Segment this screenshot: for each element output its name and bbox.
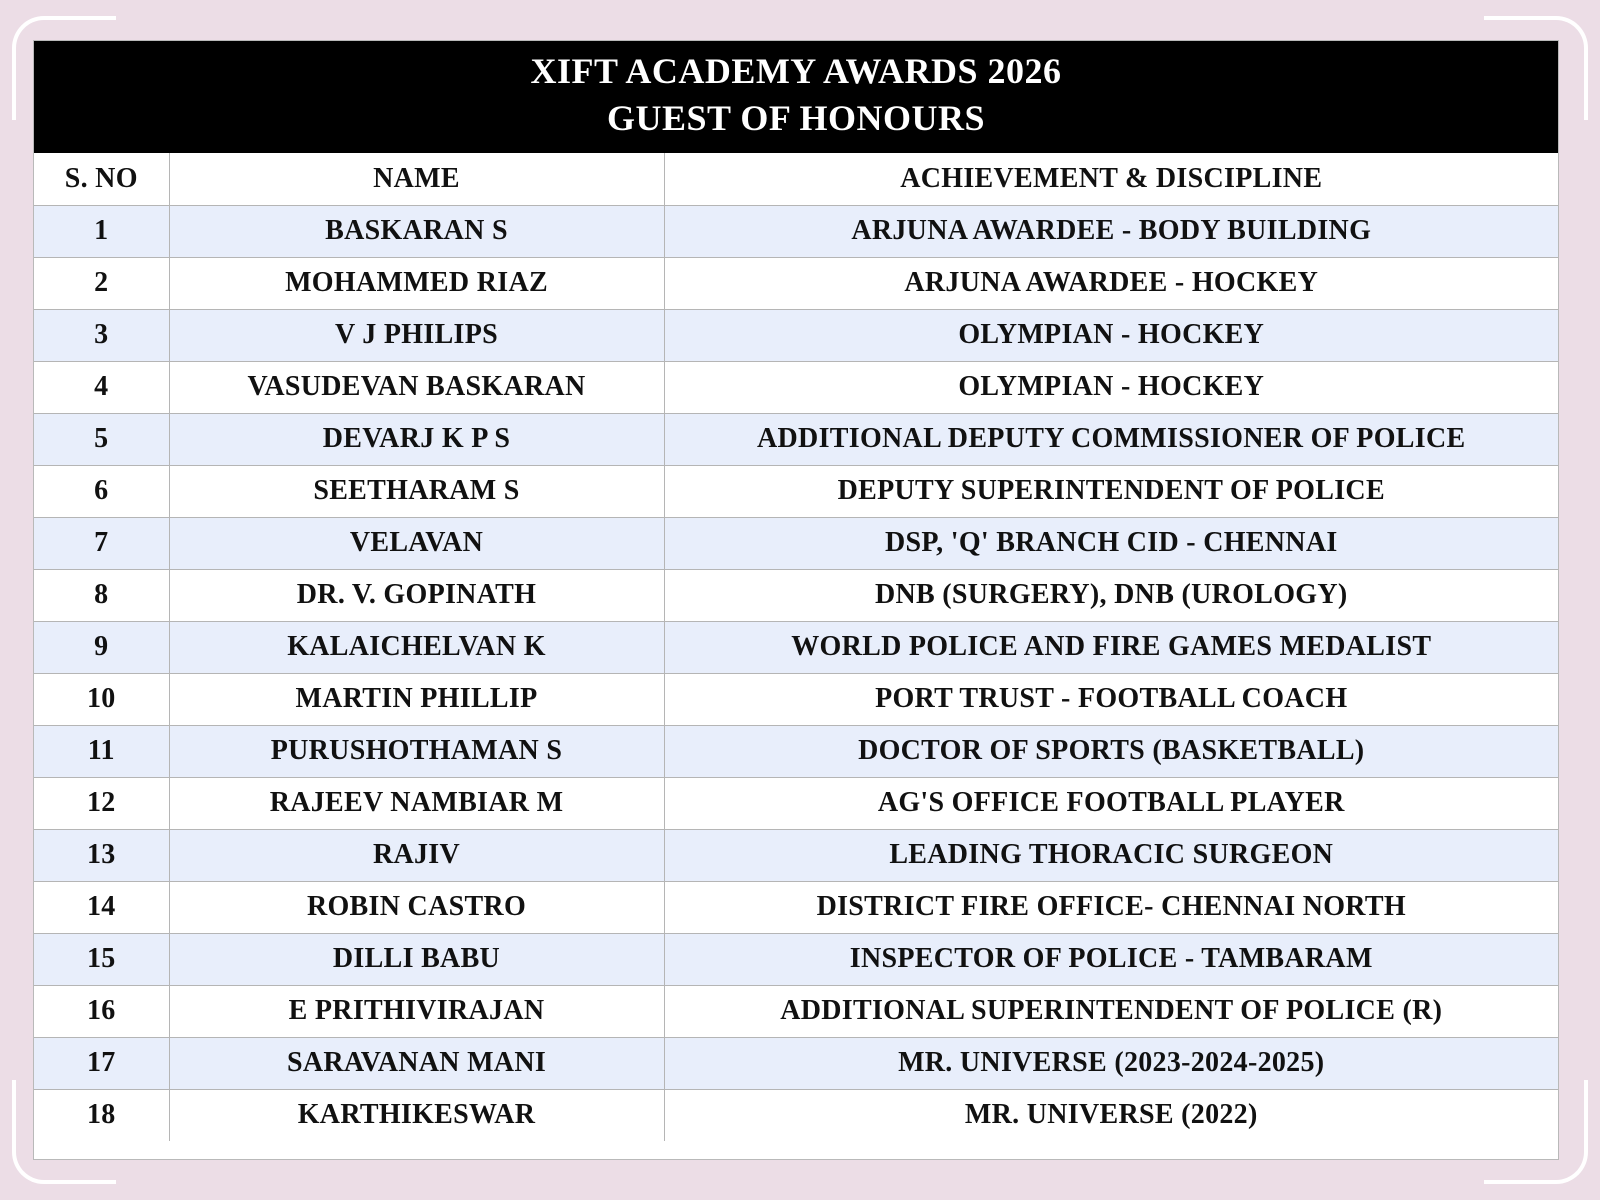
- cell-achievement: WORLD POLICE AND FIRE GAMES MEDALIST: [664, 621, 1558, 673]
- cell-name: E PRITHIVIRAJAN: [169, 985, 664, 1037]
- table-row: [34, 361, 1558, 413]
- cell-name: VELAVAN: [169, 517, 664, 569]
- cell-sno: 18: [34, 1089, 169, 1141]
- table-row: [34, 777, 1558, 829]
- table-row: [34, 205, 1558, 257]
- cell-sno: 15: [34, 933, 169, 985]
- table-header-row: [34, 153, 1558, 205]
- cell-name: V J PHILIPS: [169, 309, 664, 361]
- cell-name: DILLI BABU: [169, 933, 664, 985]
- cell-name: SARAVANAN MANI: [169, 1037, 664, 1089]
- cell-name: RAJIV: [169, 829, 664, 881]
- cell-sno: 16: [34, 985, 169, 1037]
- table-row: [34, 413, 1558, 465]
- cell-achievement: PORT TRUST - FOOTBALL COACH: [664, 673, 1558, 725]
- cell-sno: 10: [34, 673, 169, 725]
- cell-achievement: OLYMPIAN - HOCKEY: [664, 361, 1558, 413]
- cell-sno: 9: [34, 621, 169, 673]
- table-row: [34, 1089, 1558, 1141]
- table-row: [34, 881, 1558, 933]
- cell-name: KALAICHELVAN K: [169, 621, 664, 673]
- table-row: [34, 829, 1558, 881]
- header-achievement: ACHIEVEMENT & DISCIPLINE: [664, 153, 1558, 205]
- table-row: [34, 257, 1558, 309]
- cell-sno: 12: [34, 777, 169, 829]
- cell-name: VASUDEVAN BASKARAN: [169, 361, 664, 413]
- table-row: [34, 725, 1558, 777]
- table-row: [34, 569, 1558, 621]
- cell-sno: 13: [34, 829, 169, 881]
- cell-name: DEVARJ K P S: [169, 413, 664, 465]
- cell-name: MOHAMMED RIAZ: [169, 257, 664, 309]
- table-row: [34, 933, 1558, 985]
- cell-achievement: DNB (SURGERY), DNB (UROLOGY): [664, 569, 1558, 621]
- cell-achievement: ADDITIONAL DEPUTY COMMISSIONER OF POLICE: [664, 413, 1558, 465]
- cell-name: ROBIN CASTRO: [169, 881, 664, 933]
- cell-sno: 5: [34, 413, 169, 465]
- table-row: [34, 1037, 1558, 1089]
- cell-achievement: DISTRICT FIRE OFFICE- CHENNAI NORTH: [664, 881, 1558, 933]
- cell-achievement: DOCTOR OF SPORTS (BASKETBALL): [664, 725, 1558, 777]
- cell-achievement: AG'S OFFICE FOOTBALL PLAYER: [664, 777, 1558, 829]
- table-row: [34, 985, 1558, 1037]
- cell-name: SEETHARAM S: [169, 465, 664, 517]
- cell-name: KARTHIKESWAR: [169, 1089, 664, 1141]
- cell-achievement: ARJUNA AWARDEE - HOCKEY: [664, 257, 1558, 309]
- cell-achievement: OLYMPIAN - HOCKEY: [664, 309, 1558, 361]
- cell-sno: 11: [34, 725, 169, 777]
- cell-achievement: LEADING THORACIC SURGEON: [664, 829, 1558, 881]
- cell-achievement: ADDITIONAL SUPERINTENDENT OF POLICE (R): [664, 985, 1558, 1037]
- cell-sno: 8: [34, 569, 169, 621]
- table-row: [34, 309, 1558, 361]
- cell-achievement: DSP, 'Q' BRANCH CID - CHENNAI: [664, 517, 1558, 569]
- cell-achievement: MR. UNIVERSE (2023-2024-2025): [664, 1037, 1558, 1089]
- cell-achievement: INSPECTOR OF POLICE - TAMBARAM: [664, 933, 1558, 985]
- cell-sno: 7: [34, 517, 169, 569]
- cell-name: RAJEEV NAMBIAR M: [169, 777, 664, 829]
- cell-achievement: DEPUTY SUPERINTENDENT OF POLICE: [664, 465, 1558, 517]
- honours-table: [34, 153, 1558, 1141]
- cell-sno: 2: [34, 257, 169, 309]
- cell-sno: 1: [34, 205, 169, 257]
- table-row: [34, 621, 1558, 673]
- banner-title: XIFT ACADEMY AWARDS 2026: [530, 51, 1062, 91]
- title-banner: [34, 41, 1558, 153]
- honours-sheet: [33, 40, 1559, 1160]
- table-body: [34, 205, 1558, 1141]
- cell-sno: 6: [34, 465, 169, 517]
- cell-sno: 17: [34, 1037, 169, 1089]
- cell-name: BASKARAN S: [169, 205, 664, 257]
- table-row: [34, 673, 1558, 725]
- cell-achievement: ARJUNA AWARDEE - BODY BUILDING: [664, 205, 1558, 257]
- cell-sno: 3: [34, 309, 169, 361]
- header-name: NAME: [169, 153, 664, 205]
- table-row: [34, 517, 1558, 569]
- cell-sno: 14: [34, 881, 169, 933]
- cell-name: DR. V. GOPINATH: [169, 569, 664, 621]
- header-sno: S. NO: [34, 153, 169, 205]
- cell-name: PURUSHOTHAMAN S: [169, 725, 664, 777]
- cell-achievement: MR. UNIVERSE (2022): [664, 1089, 1558, 1141]
- table-row: [34, 465, 1558, 517]
- banner-subtitle: GUEST OF HONOURS: [606, 98, 986, 138]
- cell-sno: 4: [34, 361, 169, 413]
- cell-name: MARTIN PHILLIP: [169, 673, 664, 725]
